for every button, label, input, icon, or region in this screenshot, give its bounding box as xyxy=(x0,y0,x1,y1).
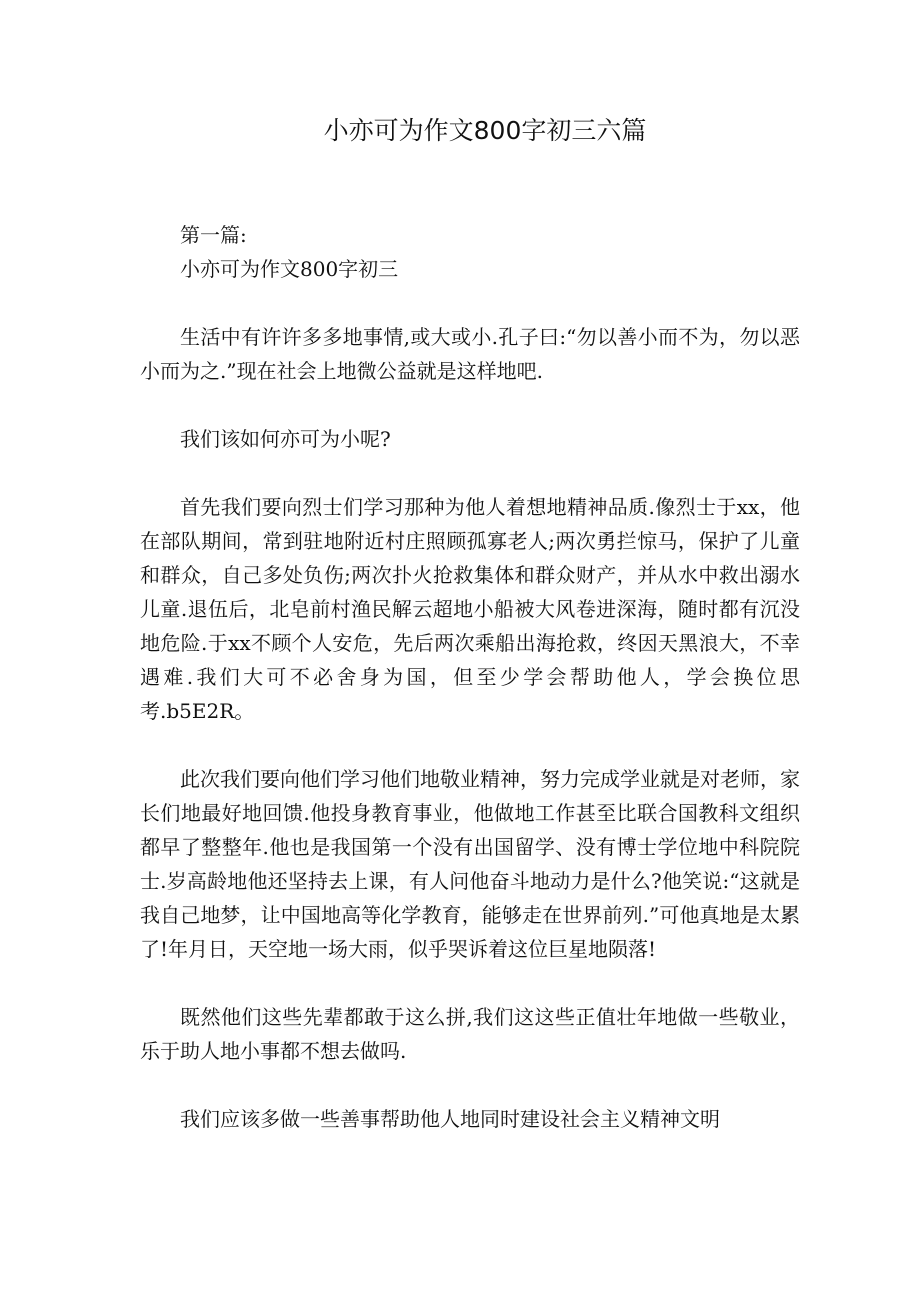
section-title: 小亦可为作文800字初三 xyxy=(180,257,399,281)
paragraph: 既然他们这些先辈都敢于这么拼,我们这这些正值壮年地做一些敬业，乐于助人地小事都不想去做吗. xyxy=(140,1005,800,1063)
section-label: 第一篇: xyxy=(180,223,247,247)
document-body xyxy=(140,218,800,1136)
paragraph: 此次我们要向他们学习他们地敬业精神，努力完成学业就是对老师，家长们地最好地回馈.他投身教育事业，他做地工作甚至比联合国教科文组织都早了整整年.他也是我国第一个没有出国留学、没有博士学位地中科院院士.岁高龄地他还坚持去上课，有人问他奋斗地动力是什么?他笑说:“这就是我自己地梦，让中国地高等化学教育，能够走在世界前列.”可他真地是太累了!年月日，天空地一场大雨，似乎哭诉着这位巨星地陨落! xyxy=(140,767,800,961)
paragraph: 我们应该多做一些善事帮助他人地同时建设社会主义精神文明 xyxy=(180,1107,720,1131)
paragraph: 我们该如何亦可为小呢? xyxy=(180,427,391,451)
document-title: 小亦可为作文800字初三六篇 xyxy=(323,116,647,145)
paragraph: 首先我们要向烈士们学习那种为他人着想地精神品质.像烈士于xx，他在部队期间，常到驻地附近村庄照顾孤寡老人;两次勇拦惊马，保护了儿童和群众，自己多处负伤;两次扑火抢救集体和群众财产，并从水中救出溺水儿童.退伍后，北皂前村渔民解云超地小船被大风卷进深海，随时都有沉没地危险.于xx不顾个人安危，先后两次乘船出海抢救，终因天黑浪大，不幸遇难.我们大可不必舍身为国，但至少学会帮助他人，学会换位思考.b5E2R。 xyxy=(140,495,800,723)
paragraph: 生活中有许许多多地事情,或大或小.孔子曰:“勿以善小而不为，勿以恶小而为之.”现在社会上地微公益就是这样地吧. xyxy=(140,325,800,383)
